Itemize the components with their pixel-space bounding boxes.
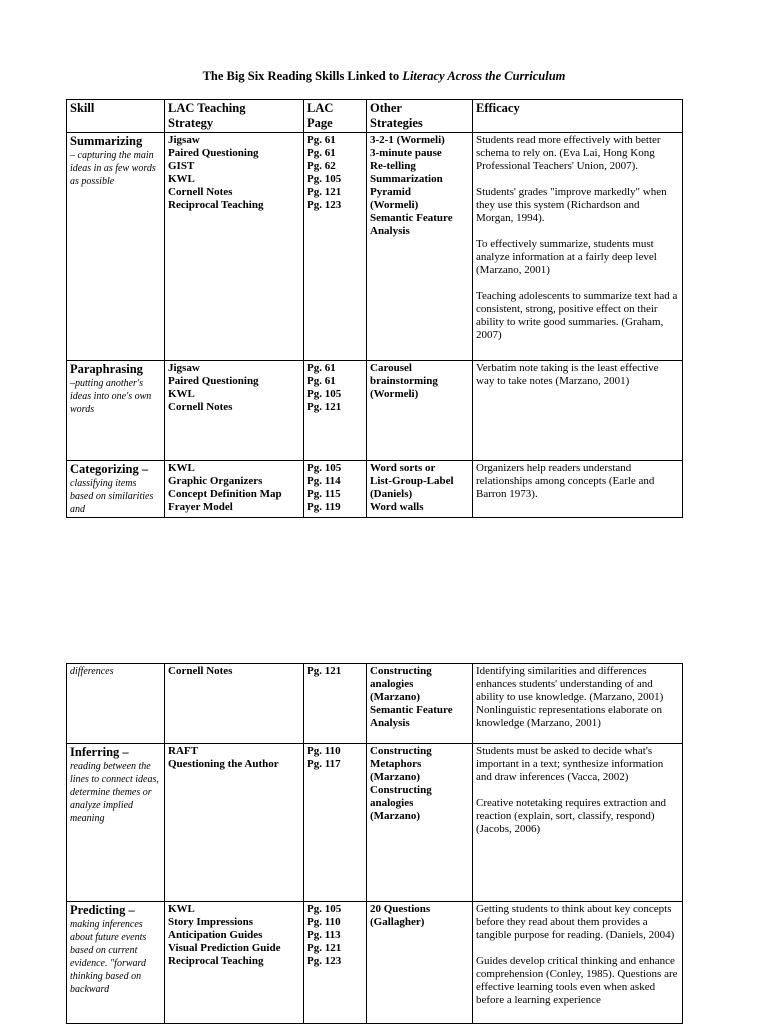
header-other-strategies: Other Strategies [367, 100, 473, 133]
efficacy-cell [473, 744, 683, 902]
strategy-item: Cornell Notes [168, 401, 233, 413]
page-item: Pg. 115 [307, 488, 341, 500]
other-strategy-item: (Gallagher) [370, 916, 425, 928]
other-strategy-item: Word sorts or [370, 462, 436, 474]
skill-cell [67, 133, 165, 361]
header-skill: Skill [67, 100, 165, 133]
other-strategy-item: (Wormeli) [370, 199, 419, 211]
other-strategies-cell [367, 664, 473, 744]
efficacy-paragraph: Creative notetaking requires extraction and reaction (explain, sort, classify, respond) (Jacobs, 2006) [476, 797, 666, 835]
skills-table-part-1 [66, 99, 683, 518]
other-strategy-item: Pyramid [370, 186, 411, 198]
strategy-item: Reciprocal Teaching [168, 199, 264, 211]
skill-cell [67, 902, 165, 1024]
lac-strategies-cell [165, 902, 304, 1024]
other-strategy-item: Re-telling [370, 160, 416, 172]
efficacy-cell [473, 664, 683, 744]
other-strategy-item: Metaphors [370, 758, 422, 770]
strategy-item: KWL [168, 462, 195, 474]
strategy-item: Jigsaw [168, 134, 200, 146]
skill-name: Predicting – [70, 903, 135, 917]
strategy-item: KWL [168, 173, 195, 185]
skill-cell [67, 744, 165, 902]
efficacy-paragraph: Guides develop critical thinking and enhance comprehension (Conley, 1985). Questions are effective learning tools even when asked before a learning experience [476, 955, 678, 1006]
other-strategy-item: (Daniels) [370, 488, 413, 500]
other-strategies-cell [367, 902, 473, 1024]
efficacy-paragraph: Students must be asked to decide what's important in a text; synthesize information and draw inferences (Vacca, 2002) [476, 745, 664, 783]
header-row [67, 100, 683, 133]
lac-pages-cell [304, 902, 367, 1024]
strategy-item: GIST [168, 160, 195, 172]
page-item: Pg. 61 [307, 375, 336, 387]
strategy-item: Reciprocal Teaching [168, 955, 264, 967]
page-item: Pg. 121 [307, 665, 342, 677]
efficacy-cell [473, 133, 683, 361]
other-strategy-item: Carousel [370, 362, 412, 374]
other-strategies-cell [367, 361, 473, 461]
efficacy-paragraph: Students' grades "improve markedly" when they use this system (Richardson and Morgan, 1994). [476, 186, 667, 224]
other-strategy-item: Semantic Feature [370, 704, 453, 716]
table-row [67, 902, 683, 1024]
header-efficacy: Efficacy [473, 100, 683, 133]
skill-name: Categorizing – [70, 462, 149, 476]
other-strategy-item: analogies [370, 678, 414, 690]
other-strategy-item: analogies [370, 797, 414, 809]
page-item: Pg. 61 [307, 362, 336, 374]
page-item: Pg. 119 [307, 501, 341, 513]
skill-description: making inferences about future events based on current evidence. "forward thinking based on backward [70, 919, 147, 995]
page-item: Pg. 113 [307, 929, 341, 941]
efficacy-paragraph: Nonlinguistic representations elaborate on knowledge (Marzano, 2001) [476, 704, 663, 729]
skill-cell [67, 461, 165, 518]
efficacy-paragraph: Students read more effectively with better schema to rely on. (Eva Lai, Hong Kong Professional Teachers' Union, 2007). [476, 134, 661, 172]
page-item: Pg. 61 [307, 134, 336, 146]
other-strategy-item: Constructing [370, 745, 432, 757]
page-item: Pg. 105 [307, 388, 342, 400]
strategy-item: Anticipation Guides [168, 929, 263, 941]
skill-description: classifying items based on similarities and [70, 478, 154, 515]
lac-pages-cell [304, 744, 367, 902]
title-prefix: The Big Six Reading Skills Linked to [202, 69, 403, 83]
other-strategy-item: 3-minute pause [370, 147, 442, 159]
page-item: Pg. 117 [307, 758, 341, 770]
other-strategy-item: (Marzano) [370, 771, 421, 783]
strategy-item: Questioning the Author [168, 758, 279, 770]
other-strategy-item: (Marzano) [370, 691, 421, 703]
lac-strategies-cell [165, 461, 304, 518]
page-item: Pg. 121 [307, 401, 342, 413]
strategy-item: Paired Questioning [168, 147, 259, 159]
table-row [67, 361, 683, 461]
lac-pages-cell [304, 664, 367, 744]
other-strategy-item: 3-2-1 (Wormeli) [370, 134, 445, 146]
page-item: Pg. 123 [307, 199, 342, 211]
lac-strategies-cell [165, 664, 304, 744]
table-row [67, 461, 683, 518]
document-title [0, 69, 768, 84]
other-strategy-item: 20 Questions [370, 903, 431, 915]
efficacy-cell [473, 361, 683, 461]
table-row [67, 744, 683, 902]
skill-name: Paraphrasing [70, 362, 143, 376]
page-item: Pg. 105 [307, 903, 342, 915]
efficacy-paragraph: To effectively summarize, students must analyze information at a fairly deep level (Marzano, 2001) [476, 238, 657, 276]
strategy-item: KWL [168, 903, 195, 915]
lac-pages-cell [304, 361, 367, 461]
strategy-item: Story Impressions [168, 916, 254, 928]
page-item: Pg. 121 [307, 186, 342, 198]
other-strategy-item: Analysis [370, 225, 410, 237]
page-item: Pg. 62 [307, 160, 336, 172]
efficacy-paragraph: Getting students to think about key concepts before they read about them provides a tangible purpose for reading. (Daniels, 2004) [476, 903, 675, 941]
strategy-item: Cornell Notes [168, 186, 233, 198]
efficacy-paragraph: Verbatim note taking is the least effective way to take notes (Marzano, 2001) [476, 362, 659, 387]
efficacy-paragraph: Organizers help readers understand relationships among concepts (Earle and Barron 1973). [476, 462, 655, 500]
other-strategy-item: (Wormeli) [370, 388, 419, 400]
efficacy-cell [473, 902, 683, 1024]
other-strategy-item: brainstorming [370, 375, 438, 387]
other-strategies-cell [367, 744, 473, 902]
skill-name: Summarizing [70, 134, 143, 148]
other-strategy-item: Semantic Feature [370, 212, 453, 224]
page-item: Pg. 61 [307, 147, 336, 159]
strategy-item: RAFT [168, 745, 198, 757]
other-strategy-item: Word walls [370, 501, 424, 513]
page-item: Pg. 110 [307, 916, 341, 928]
efficacy-paragraph: Teaching adolescents to summarize text had a consistent, strong, positive effect on their ability to write good summaries. (Graham, 2007) [476, 290, 678, 341]
page-item: Pg. 121 [307, 942, 342, 954]
efficacy-paragraph: Identifying similarities and differences enhances students' understanding of and ability to use knowledge. (Marzano, 2001) [476, 665, 664, 703]
lac-strategies-cell [165, 133, 304, 361]
strategy-item: Paired Questioning [168, 375, 259, 387]
strategy-item: Frayer Model [168, 501, 233, 513]
lac-pages-cell [304, 133, 367, 361]
other-strategy-item: Analysis [370, 717, 410, 729]
skill-description: reading between the lines to connect ideas, determine themes or analyze implied meaning [70, 761, 159, 824]
page-item: Pg. 123 [307, 955, 342, 967]
other-strategies-cell [367, 461, 473, 518]
page-item: Pg. 114 [307, 475, 341, 487]
other-strategy-item: Constructing [370, 784, 432, 796]
lac-strategies-cell [165, 744, 304, 902]
skill-name: Inferring – [70, 745, 129, 759]
skill-description: – capturing the main ideas in as few words as possible [70, 150, 156, 187]
lac-pages-cell [304, 461, 367, 518]
strategy-item: Jigsaw [168, 362, 200, 374]
lac-strategies-cell [165, 361, 304, 461]
table-row [67, 133, 683, 361]
header-lac-page: LAC Page [304, 100, 367, 133]
page-item: Pg. 105 [307, 462, 342, 474]
skill-description: –putting another's ideas into one's own words [70, 378, 152, 415]
other-strategy-item: List-Group-Label [370, 475, 454, 487]
skills-table-part-2 [66, 663, 683, 1024]
title-emphasis: Literacy Across the Curriculum [402, 69, 566, 83]
other-strategy-item: Constructing [370, 665, 432, 677]
table-row [67, 664, 683, 744]
strategy-item: KWL [168, 388, 195, 400]
efficacy-cell [473, 461, 683, 518]
other-strategy-item: Summarization [370, 173, 443, 185]
header-lac-strategy: LAC Teaching Strategy [165, 100, 304, 133]
skill-cell [67, 361, 165, 461]
other-strategy-item: (Marzano) [370, 810, 421, 822]
skill-description: differences [70, 666, 114, 677]
strategy-item: Visual Prediction Guide [168, 942, 281, 954]
skill-cell [67, 664, 165, 744]
page-item: Pg. 105 [307, 173, 342, 185]
other-strategies-cell [367, 133, 473, 361]
strategy-item: Concept Definition Map [168, 488, 282, 500]
page-item: Pg. 110 [307, 745, 341, 757]
strategy-item: Graphic Organizers [168, 475, 263, 487]
strategy-item: Cornell Notes [168, 665, 233, 677]
